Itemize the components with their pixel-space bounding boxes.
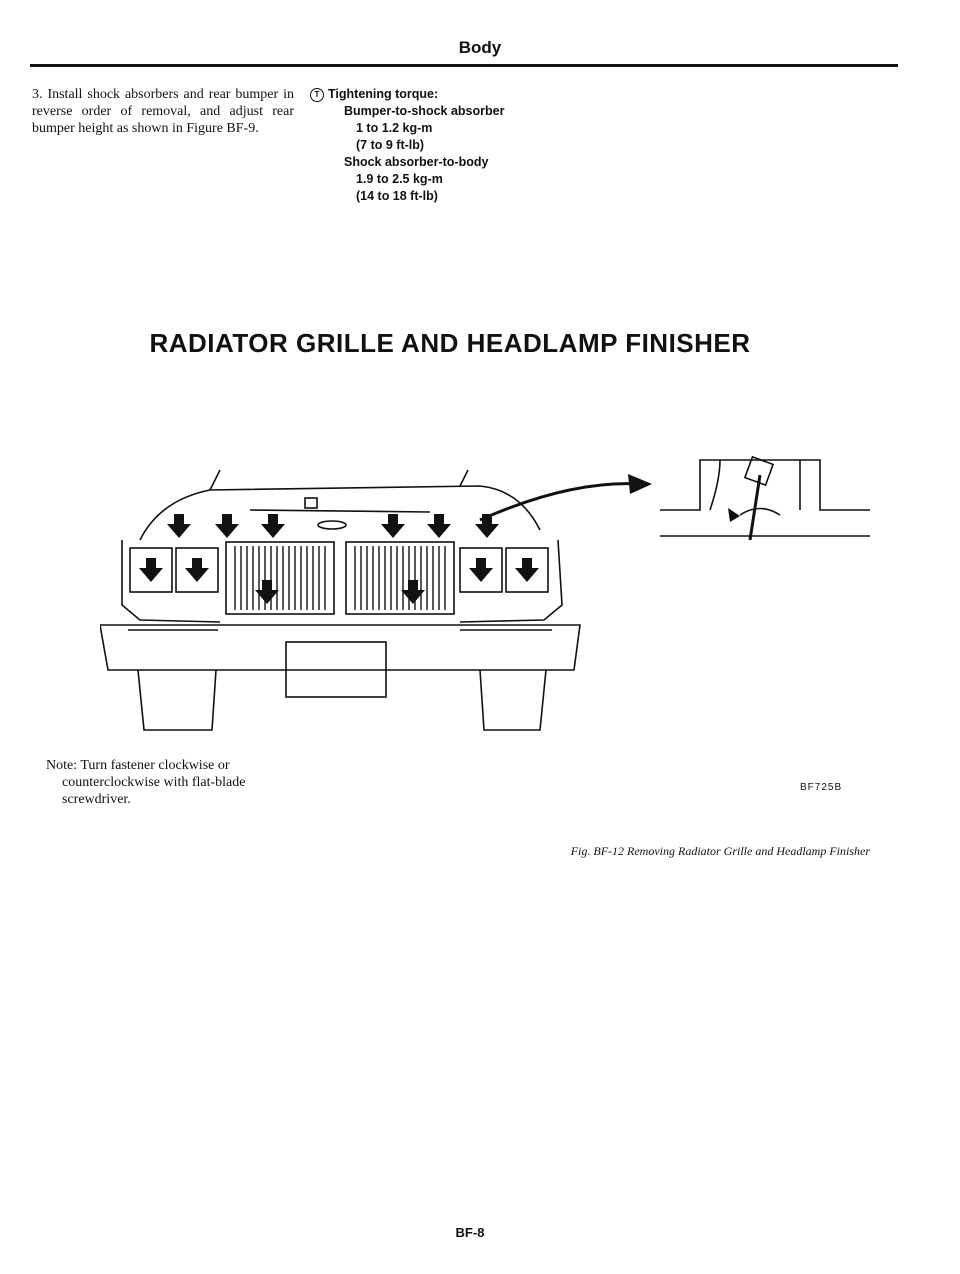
figure-code: BF725B [800,782,843,793]
torque-item-label: Bumper-to-shock absorber [344,104,505,118]
install-instruction: 3. Install shock absorbers and rear bumper in reverse order of removal, and adjust rear bumper height as shown in Figure BF-9. [32,87,294,136]
grille-removal-illustration [100,430,880,740]
torque-item-value: 1.9 to 2.5 kg-m [356,172,443,186]
page-number: BF-8 [455,1225,485,1240]
figure-note-first-line: Note: Turn fastener clockwise or [46,758,230,773]
page-header: Body [458,38,502,57]
torque-item-value-alt: (7 to 9 ft-lb) [356,138,425,152]
torque-spec [310,86,610,205]
torque-heading: Tightening torque: [328,87,439,101]
figure-caption: Fig. BF-12 Removing Radiator Grille and Headlamp Finisher [570,844,870,858]
figure-note [46,757,296,808]
torque-symbol-icon: T [310,88,324,102]
torque-item-value-alt: (14 to 18 ft-lb) [356,189,438,203]
torque-item-value: 1 to 1.2 kg-m [356,121,433,135]
torque-item-label: Shock absorber-to-body [344,155,489,169]
header-rule [30,64,898,67]
figure-note-continuation: counterclockwise with flat-blade screwdriver. [62,775,246,807]
section-title: RADIATOR GRILLE AND HEADLAMP FINISHER [149,328,751,358]
torque-heading-row [310,86,610,103]
